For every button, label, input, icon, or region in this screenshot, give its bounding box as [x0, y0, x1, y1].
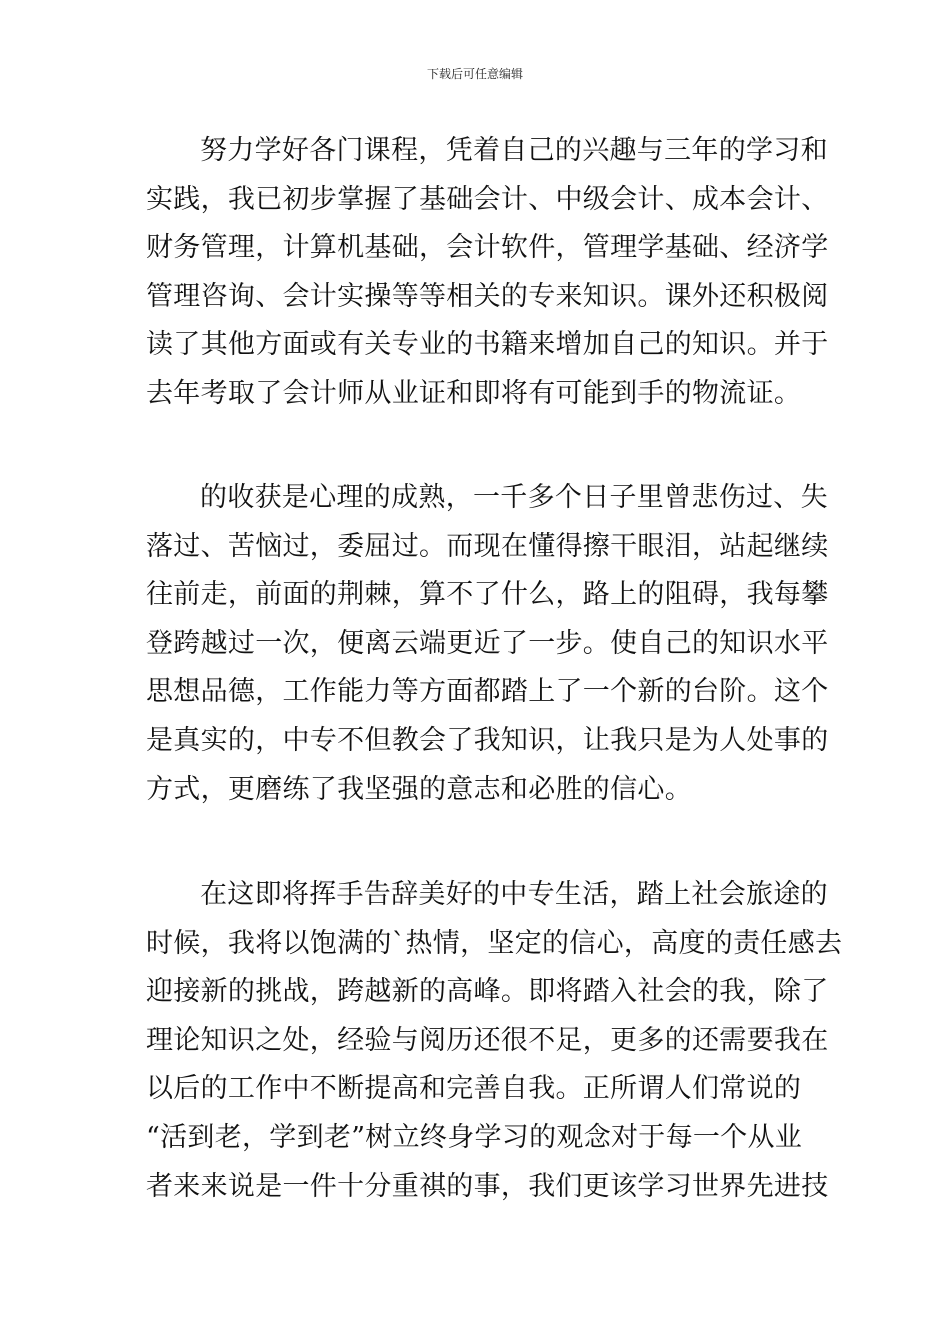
text-line: 迎接新的挑战，跨越新的高峰。即将踏入社会的我，除了 [146, 976, 829, 1008]
text-line: 理论知识之处，经验与阅历还很不足，更多的还需要我在 [146, 1024, 829, 1056]
text-line: 思想品德，工作能力等方面都踏上了一个新的台阶。这个 [146, 676, 829, 708]
text-line: 往前走，前面的荆棘，算不了什么，路上的阻碍，我每攀 [146, 579, 829, 611]
text-line: 管理咨询、会计实操等等相关的专来知识。课外还积极阅 [146, 280, 829, 312]
text-line: 在这即将挥手告辞美好的中专生活，踏上社会旅途的 [200, 879, 828, 910]
text-line: 以后的工作中不断提高和完善自我。正所谓人们常说的 [146, 1073, 802, 1105]
text-line: 登跨越过一次，便离云端更近了一步。使自己的知识水平 [146, 627, 829, 659]
paragraph-2 [146, 474, 829, 814]
text-line: 者来来说是一件十分重祺的事，我们更该学习世界先进技 [146, 1170, 829, 1202]
text-line: 努力学好各门课程，凭着自己的兴趣与三年的学习和 [200, 135, 828, 166]
text-line: 的收获是心理的成熟，一千多个日子里曾悲伤过、失 [200, 482, 828, 513]
text-line: 方式，更磨练了我坚强的意志和必胜的信心。 [146, 773, 692, 805]
text-line: 实践，我已初步掌握了基础会计、中级会计、成本会计、 [146, 183, 829, 215]
page-header: 下载后可任意编辑 [426, 67, 523, 81]
text-line: 财务管理，计算机基础，会计软件，管理学基础、经济学 [146, 232, 829, 264]
paragraph-3 [146, 871, 843, 1211]
text-line: 时候，我将以饱满的`热情，坚定的信心，高度的责任感去 [146, 927, 843, 959]
paragraph-1 [146, 127, 829, 419]
text-line: 落过、苦恼过，委屈过。而现在懂得擦干眼泪，站起继续 [146, 530, 829, 562]
text-line: 是真实的，中专不但教会了我知识，让我只是为人处事的 [146, 724, 829, 756]
text-line: 读了其他方面或有关专业的书籍来增加自己的知识。并于 [146, 329, 829, 361]
text-line: “活到老，学到老”树立终身学习的观念对于每一个从业 [146, 1121, 803, 1153]
text-line: 去年考取了会计师从业证和即将有可能到手的物流证。 [146, 377, 802, 409]
